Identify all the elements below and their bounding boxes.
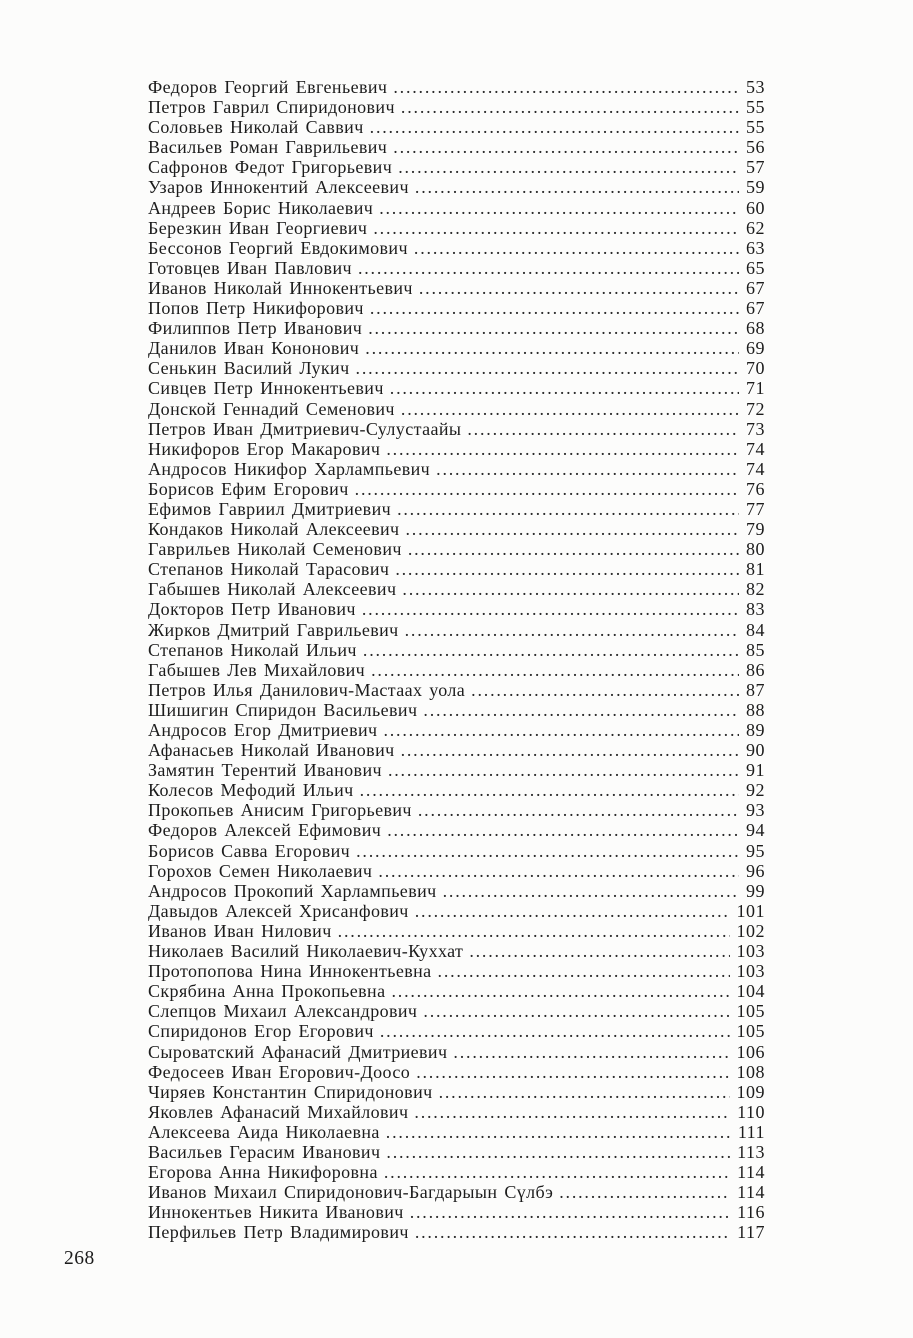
toc-entry-page: 72 — [746, 398, 765, 419]
dot-leader — [383, 720, 739, 740]
dot-leader — [386, 1122, 731, 1142]
toc-entry — [148, 459, 765, 479]
dot-leader — [371, 660, 739, 680]
toc-entry — [148, 921, 765, 941]
toc-entry-name: Федоров Алексей Ефимович — [148, 820, 382, 841]
toc-entry-name: Никифоров Егор Макарович — [148, 438, 381, 459]
toc-entry — [148, 760, 765, 780]
toc-entry-page: 84 — [746, 619, 765, 640]
dot-leader — [438, 961, 730, 981]
toc-entry — [148, 841, 765, 861]
dot-leader — [391, 981, 729, 1001]
toc-entry-name: Федоров Георгий Евгеньевич — [148, 77, 388, 97]
toc-entry-page: 86 — [746, 659, 765, 680]
toc-entry-name: Афанасьев Николай Иванович — [148, 740, 395, 761]
toc-entry-page: 53 — [746, 77, 765, 97]
toc-entry-page: 63 — [746, 237, 765, 258]
dot-leader — [370, 117, 739, 137]
toc-entry-name: Габышев Николай Алексеевич — [148, 579, 397, 600]
toc-entry — [148, 640, 765, 660]
toc-entry — [148, 1122, 765, 1142]
toc-entry — [148, 1042, 765, 1062]
toc-entry-name: Узаров Иннокентий Алексеевич — [148, 177, 409, 198]
toc-entry — [148, 599, 765, 619]
toc-entry — [148, 941, 765, 961]
toc-entry-page: 102 — [736, 920, 765, 941]
toc-entry-name: Докторов Петр Иванович — [148, 599, 356, 620]
toc-entry-name: Петров Иван Дмитриевич-Сулустаайы — [148, 418, 462, 439]
toc-entry-name: Сафронов Федот Григорьевич — [148, 157, 393, 178]
dot-leader — [393, 137, 739, 157]
toc-entry — [148, 1021, 765, 1041]
toc-entry — [148, 901, 765, 921]
dot-leader — [398, 157, 739, 177]
dot-leader — [418, 800, 739, 820]
toc-entry-name: Чиряев Константин Спиридонович — [148, 1081, 433, 1102]
toc-entry-page: 105 — [736, 1001, 765, 1022]
toc-entry-page: 56 — [746, 137, 765, 158]
toc-entry-name: Андросов Егор Дмитриевич — [148, 720, 378, 740]
dot-leader — [368, 318, 739, 338]
dot-leader — [469, 941, 729, 961]
toc-entry — [148, 218, 765, 238]
toc-entry-name: Филиппов Петр Иванович — [148, 318, 363, 339]
dot-leader — [419, 278, 739, 298]
dot-leader — [401, 97, 739, 117]
dot-leader — [356, 841, 739, 861]
toc-entry-name: Перфильев Петр Владимирович — [148, 1222, 409, 1243]
toc-entry-page: 90 — [746, 740, 765, 761]
dot-leader — [380, 1021, 730, 1041]
toc-entry-name: Гаврильев Николай Семенович — [148, 539, 402, 560]
toc-entry — [148, 177, 765, 197]
toc-entry-name: Николаев Василий Николаевич-Куххат — [148, 941, 464, 962]
toc-entry-page: 62 — [746, 217, 765, 238]
dot-leader — [443, 881, 739, 901]
dot-leader — [395, 559, 739, 579]
toc-entry-page: 67 — [746, 298, 765, 319]
toc-entry — [148, 157, 765, 177]
toc-entry-page: 93 — [746, 800, 765, 821]
toc-entry-page: 68 — [746, 318, 765, 339]
dot-leader — [401, 740, 739, 760]
toc-entry-page: 55 — [746, 97, 765, 118]
toc-entry — [148, 620, 765, 640]
toc-entry-name: Алексеева Аида Николаевна — [148, 1121, 380, 1142]
toc-entry — [148, 97, 765, 117]
toc-entry — [148, 539, 765, 559]
toc-entry-name: Федосеев Иван Егорович-Доосо — [148, 1061, 411, 1082]
toc-entry-page: 104 — [736, 981, 765, 1002]
toc-entry-name: Протопопова Нина Иннокентьевна — [148, 961, 432, 982]
toc-entry-name: Петров Илья Данилович-Мастаах уола — [148, 679, 466, 700]
toc-entry-name: Колесов Мефодий Ильич — [148, 780, 354, 801]
toc-entry — [148, 881, 765, 901]
page-number: 268 — [64, 1248, 95, 1269]
dot-leader — [436, 459, 739, 479]
toc-entry-name: Иннокентьев Никита Иванович — [148, 1202, 404, 1223]
toc-entry — [148, 1102, 765, 1122]
toc-entry — [148, 820, 765, 840]
toc-entry — [148, 961, 765, 981]
toc-entry-name: Яковлев Афанасий Михайлович — [148, 1101, 409, 1122]
toc-entry-name: Замятин Терентий Иванович — [148, 760, 382, 781]
toc-entry — [148, 1202, 765, 1222]
toc-entry-name: Иванов Иван Нилович — [148, 920, 332, 941]
dot-leader — [453, 1042, 729, 1062]
toc-entry-page: 96 — [746, 860, 765, 881]
toc-entry — [148, 419, 765, 439]
toc-entry-name: Спиридонов Егор Егорович — [148, 1021, 374, 1042]
dot-leader — [386, 439, 739, 459]
toc-entry-page: 80 — [746, 539, 765, 560]
toc-entry — [148, 861, 765, 881]
dot-leader — [467, 419, 739, 439]
dot-leader — [393, 77, 739, 97]
toc-entry-page: 109 — [736, 1081, 765, 1102]
toc-entry-page: 57 — [746, 157, 765, 178]
toc-entry-page: 94 — [746, 820, 765, 841]
toc-entry — [148, 399, 765, 419]
toc-entry-name: Борисов Ефим Егорович — [148, 478, 349, 499]
toc-entry-name: Андросов Никифор Харлампьевич — [148, 458, 431, 479]
toc-entry-name: Готовцев Иван Павлович — [148, 257, 352, 278]
dot-leader — [405, 620, 739, 640]
toc-entry-name: Степанов Николай Тарасович — [148, 559, 390, 580]
dot-leader — [415, 177, 739, 197]
toc-entry — [148, 198, 765, 218]
toc-entry — [148, 579, 765, 599]
dot-leader — [415, 901, 730, 921]
toc-entry — [148, 499, 765, 519]
toc-entry-page: 110 — [737, 1101, 765, 1122]
toc-entry-page: 99 — [746, 880, 765, 901]
toc-entry-name: Васильев Герасим Иванович — [148, 1141, 381, 1162]
toc-entry-name: Жирков Дмитрий Гаврильевич — [148, 619, 399, 640]
toc-entry-page: 113 — [737, 1141, 765, 1162]
dot-leader — [439, 1082, 730, 1102]
dot-leader — [356, 358, 739, 378]
toc-entry — [148, 1222, 765, 1242]
toc-entry-name: Иванов Михаил Спиридонович-Багдарыын Сүлбэ — [148, 1182, 554, 1203]
dot-leader — [386, 1142, 730, 1162]
toc-entry — [148, 278, 765, 298]
toc-entry-name: Шишигин Спиридон Васильевич — [148, 699, 418, 720]
dot-leader — [402, 579, 739, 599]
toc-entry — [148, 1182, 765, 1202]
dot-leader — [360, 780, 739, 800]
toc-entry — [148, 77, 765, 97]
toc-entry-page: 103 — [736, 961, 765, 982]
toc-list — [148, 77, 765, 1242]
dot-leader — [365, 338, 739, 358]
toc-entry-page: 116 — [737, 1202, 765, 1223]
toc-entry-name: Васильев Роман Гаврильевич — [148, 137, 388, 158]
dot-leader — [379, 198, 739, 218]
toc-entry-page: 117 — [737, 1222, 765, 1243]
toc-entry-page: 60 — [746, 197, 765, 218]
dot-leader — [408, 539, 739, 559]
toc-entry-page: 87 — [746, 679, 765, 700]
toc-entry-page: 92 — [746, 780, 765, 801]
toc-entry — [148, 981, 765, 1001]
toc-entry — [148, 680, 765, 700]
toc-entry-name: Данилов Иван Кононович — [148, 338, 360, 359]
toc-entry-page: 79 — [746, 519, 765, 540]
dot-leader — [355, 479, 739, 499]
dot-leader — [397, 499, 739, 519]
toc-entry-page: 95 — [746, 840, 765, 861]
dot-leader — [388, 760, 739, 780]
toc-entry — [148, 1001, 765, 1021]
toc-entry-page: 71 — [746, 378, 765, 399]
toc-entry — [148, 137, 765, 157]
dot-leader — [410, 1202, 730, 1222]
dot-leader — [416, 1062, 729, 1082]
toc-entry — [148, 1082, 765, 1102]
dot-leader — [559, 1182, 730, 1202]
toc-entry-page: 65 — [746, 257, 765, 278]
dot-leader — [471, 680, 739, 700]
toc-entry-name: Андреев Борис Николаевич — [148, 197, 374, 218]
toc-entry-name: Ефимов Гавриил Дмитриевич — [148, 498, 392, 519]
toc-entry-page: 76 — [746, 478, 765, 499]
toc-entry-name: Слепцов Михаил Александрович — [148, 1001, 418, 1022]
toc-entry-name: Сенькин Василий Лукич — [148, 358, 350, 379]
toc-entry — [148, 338, 765, 358]
toc-entry-page: 114 — [737, 1182, 765, 1203]
toc-entry-name: Горохов Семен Николаевич — [148, 860, 373, 881]
toc-entry — [148, 700, 765, 720]
toc-entry-page: 83 — [746, 599, 765, 620]
toc-entry-name: Сыроватский Афанасий Дмитриевич — [148, 1041, 448, 1062]
toc-entry-page: 103 — [736, 941, 765, 962]
dot-leader — [401, 399, 739, 419]
toc-entry-page: 74 — [746, 438, 765, 459]
toc-entry — [148, 298, 765, 318]
toc-entry-name: Бессонов Георгий Евдокимович — [148, 237, 408, 258]
dot-leader — [338, 921, 730, 941]
dot-leader — [358, 258, 739, 278]
toc-entry-page: 111 — [737, 1121, 765, 1142]
toc-entry-name: Петров Гаврил Спиридонович — [148, 97, 395, 118]
toc-entry-page: 89 — [746, 720, 765, 740]
toc-entry-name: Скрябина Анна Прокопьевна — [148, 981, 386, 1002]
toc-entry — [148, 117, 765, 137]
dot-leader — [378, 861, 739, 881]
toc-entry-name: Кондаков Николай Алексеевич — [148, 519, 400, 540]
toc-entry-page: 67 — [746, 277, 765, 298]
toc-entry-name: Донской Геннадий Семенович — [148, 398, 395, 419]
toc-entry-page: 59 — [746, 177, 765, 198]
toc-entry-name: Попов Петр Никифорович — [148, 298, 364, 319]
toc-entry-page: 73 — [746, 418, 765, 439]
toc-entry-page: 74 — [746, 458, 765, 479]
toc-entry — [148, 358, 765, 378]
toc-entry-name: Егорова Анна Никифоровна — [148, 1162, 378, 1183]
toc-entry — [148, 740, 765, 760]
toc-entry — [148, 479, 765, 499]
toc-entry-name: Габышев Лев Михайлович — [148, 659, 366, 680]
toc-entry-page: 82 — [746, 579, 765, 600]
toc-entry — [148, 660, 765, 680]
toc-entry — [148, 439, 765, 459]
toc-entry-page: 105 — [736, 1021, 765, 1042]
dot-leader — [406, 519, 740, 539]
toc-entry-name: Березкин Иван Георгиевич — [148, 217, 368, 238]
dot-leader — [415, 1222, 730, 1242]
toc-entry-page: 77 — [746, 498, 765, 519]
toc-entry — [148, 1142, 765, 1162]
toc-entry-page: 69 — [746, 338, 765, 359]
toc-entry-page: 101 — [736, 900, 765, 921]
toc-entry-page: 106 — [736, 1041, 765, 1062]
toc-entry — [148, 378, 765, 398]
dot-leader — [414, 1102, 730, 1122]
toc-entry-page: 88 — [746, 699, 765, 720]
toc-entry — [148, 1162, 765, 1182]
dot-leader — [423, 700, 739, 720]
toc-entry — [148, 720, 765, 740]
toc-entry — [148, 800, 765, 820]
toc-entry — [148, 519, 765, 539]
toc-entry-page: 114 — [737, 1162, 765, 1183]
dot-leader — [387, 820, 739, 840]
dot-leader — [390, 378, 739, 398]
toc-entry-page: 55 — [746, 117, 765, 138]
toc-entry — [148, 238, 765, 258]
dot-leader — [370, 298, 739, 318]
dot-leader — [363, 640, 739, 660]
toc-entry — [148, 780, 765, 800]
dot-leader — [423, 1001, 729, 1021]
toc-entry-name: Соловьев Николай Саввич — [148, 117, 364, 138]
toc-entry-name: Сивцев Петр Иннокентьевич — [148, 378, 384, 399]
toc-entry-name: Иванов Николай Иннокентьевич — [148, 277, 413, 298]
dot-leader — [373, 218, 739, 238]
dot-leader — [384, 1162, 730, 1182]
toc-entry-name: Андросов Прокопий Харлампьевич — [148, 880, 437, 901]
dot-leader — [362, 599, 739, 619]
toc-entry-page: 85 — [746, 639, 765, 660]
toc-entry — [148, 258, 765, 278]
toc-entry — [148, 559, 765, 579]
toc-entry-name: Давыдов Алексей Хрисанфович — [148, 900, 409, 921]
dot-leader — [414, 238, 739, 258]
toc-entry-page: 91 — [746, 760, 765, 781]
toc-entry-name: Борисов Савва Егорович — [148, 840, 351, 861]
toc-entry-page: 108 — [736, 1061, 765, 1082]
toc-entry — [148, 318, 765, 338]
toc-entry-name: Прокопьев Анисим Григорьевич — [148, 800, 412, 821]
toc-entry-page: 70 — [746, 358, 765, 379]
toc-entry-name: Степанов Николай Ильич — [148, 639, 357, 660]
toc-entry — [148, 1062, 765, 1082]
toc-entry-page: 81 — [746, 559, 765, 580]
